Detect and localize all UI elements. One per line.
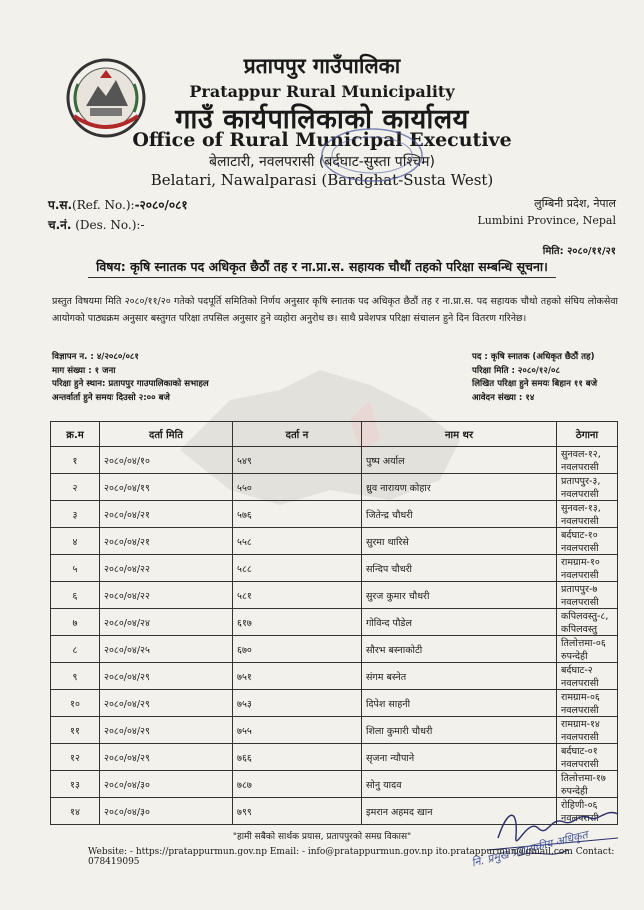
- serial-cell: १४: [51, 798, 100, 825]
- address-cell: रोहिणी-०६ नवलपरासी: [557, 798, 618, 825]
- reference-number: [48, 196, 188, 213]
- table-row: [51, 771, 618, 798]
- serial-cell: १२: [51, 744, 100, 771]
- name-cell: दिपेश साहनी: [362, 690, 557, 717]
- address-cell: सुनवल-१२, नवलपरासी: [557, 447, 618, 474]
- table-row: [51, 555, 618, 582]
- serial-cell: ११: [51, 717, 100, 744]
- address-cell: बर्दघाट-१० नवलपरासी: [557, 528, 618, 555]
- reg-no-cell: ६७०: [233, 636, 362, 663]
- reg-date-cell: २०८०/०४/२२: [100, 582, 233, 609]
- reg-no-cell: ५८८: [233, 555, 362, 582]
- name-cell: सृजना न्यौपाने: [362, 744, 557, 771]
- written-exam-time: लिखित परिक्षा हुने समयः बिहान ११ बजे: [472, 379, 598, 389]
- footer-motto: "हामी सबैको सार्थक प्रयास, प्रतापपुरको समग्र विकास": [232, 832, 412, 842]
- reg-date-cell: २०८०/०४/२२: [100, 555, 233, 582]
- address-cell: कपिलवस्तु-८, कपिलवस्तु: [557, 609, 618, 636]
- table-row: [51, 717, 618, 744]
- reg-date-cell: २०८०/०४/१०: [100, 447, 233, 474]
- des-label-en: (Des. No.):-: [71, 218, 145, 232]
- municipality-title-en: Pratappur Rural Municipality: [189, 82, 455, 101]
- office-title-en: Office of Rural Municipal Executive: [132, 129, 512, 151]
- reg-no-cell: ७५५: [233, 717, 362, 744]
- address-en: Belatari, Nawalparasi (Bardghat-Susta West): [150, 171, 494, 189]
- table-row: [51, 636, 618, 663]
- candidate-table: [50, 421, 618, 825]
- address-cell: प्रतापपुर-३, नवलपरासी: [557, 474, 618, 501]
- serial-cell: ४: [51, 528, 100, 555]
- address-cell: रामग्राम-१० नवलपरासी: [557, 555, 618, 582]
- post-name: पद : कृषि स्नातक (अधिकृत छैठौं तह): [472, 352, 595, 362]
- serial-cell: ६: [51, 582, 100, 609]
- serial-cell: १३: [51, 771, 100, 798]
- municipality-title-np: प्रतापपुर गाउँपालिका: [243, 54, 401, 78]
- col-serial: क्र.म: [51, 422, 100, 447]
- name-cell: जितेन्द्र चौधरी: [362, 501, 557, 528]
- reg-no-cell: ७६६: [233, 744, 362, 771]
- name-cell: सन्दिप चौधरी: [362, 555, 557, 582]
- notice-body: प्रस्तुत विषयमा मिति २०८०/११/२० गतेको पदपूर्ति समितिको निर्णय अनुसार कृषि स्नातक पद अधिकृत छैठौं तह र ना.प्रा.स. पद सहायक चौथो तहको संघिय लोकसेवा आयोगको पाठ्यक्रम अनुसार बस्तुगत परिक्षा तपसिल अनुसार हुने व्यहोरा अनुरोध छ। साथै प्रवेशपत्र परिक्षा संचालन हुने दिन वितरण गरिनेछ।: [52, 296, 618, 324]
- demand-count: माग संख्या : १ जना: [52, 365, 116, 376]
- col-reg-date: दर्ता मिति: [100, 422, 233, 447]
- advertisement-number: विज्ञापन न. : ४/२०८०/०८१: [52, 352, 139, 362]
- name-cell: सोनु यादव: [362, 771, 557, 798]
- notice-subject: विषय: कृषि स्नातक पद अधिकृत छैठौं तह र ना.प्रा.स. सहायक चौथौं तहको परिक्षा सम्बन्धि सूचना।: [96, 259, 548, 274]
- name-cell: सुरज कुमार चौधरी: [362, 582, 557, 609]
- reg-date-cell: २०८०/०४/१९: [100, 474, 233, 501]
- reg-date-cell: २०८०/०४/२१: [100, 501, 233, 528]
- reg-date-cell: २०८०/०४/२९: [100, 717, 233, 744]
- meta-left: [52, 351, 209, 405]
- serial-cell: २: [51, 474, 100, 501]
- address-cell: रामग्राम-१४ नवलपरासी: [557, 717, 618, 744]
- reg-no-cell: ५७६: [233, 501, 362, 528]
- address-cell: रामग्राम-०६ नवलपरासी: [557, 690, 618, 717]
- reg-no-cell: ५८१: [233, 582, 362, 609]
- reg-no-cell: ७८७: [233, 771, 362, 798]
- table-header-row: [51, 422, 618, 447]
- province-np: लुम्बिनी प्रदेश, नेपाल: [534, 197, 616, 210]
- address-np: बेलाटारी, नवलपरासी (बर्दघाट-सुस्ता पश्चिम): [208, 154, 436, 170]
- serial-cell: १: [51, 447, 100, 474]
- name-cell: इमरान अहमद खान: [362, 798, 557, 825]
- col-name: नाम थर: [362, 422, 557, 447]
- name-cell: संगम बस्नेत: [362, 663, 557, 690]
- ref-value: -२०८०/०८१: [134, 198, 188, 212]
- des-label-np: च.नं.: [48, 218, 72, 232]
- interview-time: अन्तर्वार्ता हुने समयः दिउसो २:०० बजे: [52, 392, 170, 403]
- col-reg-no: दर्ता न: [233, 422, 362, 447]
- address-cell: सुनवल-१३, नवलपरासी: [557, 501, 618, 528]
- table-row: [51, 690, 618, 717]
- table-row: [51, 663, 618, 690]
- meta-right: [472, 351, 597, 405]
- table-row: [51, 474, 618, 501]
- name-cell: पुष्प अर्याल: [362, 447, 557, 474]
- application-count: आवेदन संख्या : १४: [472, 392, 535, 403]
- table-row: [51, 582, 618, 609]
- reg-no-cell: ७५१: [233, 663, 362, 690]
- exam-venue: परिक्षा हुने स्थान: प्रतापपुर गाउपालिकाको सभाहल: [52, 379, 209, 389]
- exam-date: परिक्षा मिति : २०८०/१२/०८: [472, 365, 560, 376]
- serial-cell: १०: [51, 690, 100, 717]
- reg-date-cell: २०८०/०४/३०: [100, 798, 233, 825]
- name-cell: सौरभ बस्नाकोटी: [362, 636, 557, 663]
- reg-date-cell: २०८०/०४/३०: [100, 771, 233, 798]
- ref-label-en: (Ref. No.):: [72, 198, 135, 212]
- subject-underline: [88, 277, 556, 278]
- table-row: [51, 528, 618, 555]
- name-cell: ध्रुव नारायण कोहार: [362, 474, 557, 501]
- reg-date-cell: २०८०/०४/२४: [100, 609, 233, 636]
- col-address: ठेगाना: [557, 422, 618, 447]
- table-row: [51, 501, 618, 528]
- reg-no-cell: ७५३: [233, 690, 362, 717]
- address-cell: बर्दघाट-२ नवलपरासी: [557, 663, 618, 690]
- office-title-np: गाउँ कार्यपालिकाको कार्यालय: [175, 104, 469, 135]
- signature-title: नि. प्रमुख प्रशासकीय अधिकृत: [470, 828, 590, 870]
- address-cell: तिलोत्तमा-१७ रुपन्देही: [557, 771, 618, 798]
- province-en: Lumbini Province, Nepal: [477, 214, 616, 227]
- serial-cell: ९: [51, 663, 100, 690]
- footer-contact: Website: - https://pratappurmun.gov.np Email: - info@pratappurmun.gov.np ito.pratappurmun@gmail.com Contact: 078419095: [88, 847, 615, 867]
- reg-date-cell: २०८०/०४/२९: [100, 690, 233, 717]
- address-cell: बर्दघाट-०१ नवलपरासी: [557, 744, 618, 771]
- reg-date-cell: २०८०/०४/२९: [100, 744, 233, 771]
- name-cell: सुरमा थारिसे: [362, 528, 557, 555]
- ref-label-np: प.स.: [48, 198, 73, 212]
- notice-date: मिति: २०८०/११/२१: [542, 246, 616, 257]
- table-row: [51, 744, 618, 771]
- address-cell: तिलोत्तमा-०६ रुपन्देही: [557, 636, 618, 663]
- name-cell: गोविन्द पौडेल: [362, 609, 557, 636]
- reg-no-cell: ५५८: [233, 528, 362, 555]
- serial-cell: ८: [51, 636, 100, 663]
- reg-no-cell: ७९९: [233, 798, 362, 825]
- dispatch-number: [48, 216, 145, 233]
- serial-cell: ७: [51, 609, 100, 636]
- reg-no-cell: ५४९: [233, 447, 362, 474]
- reg-no-cell: ५५०: [233, 474, 362, 501]
- serial-cell: ५: [51, 555, 100, 582]
- office-seal: [318, 126, 426, 184]
- reg-no-cell: ६१७: [233, 609, 362, 636]
- reg-date-cell: २०८०/०४/२५: [100, 636, 233, 663]
- reg-date-cell: २०८०/०४/२९: [100, 663, 233, 690]
- serial-cell: ३: [51, 501, 100, 528]
- table-row: [51, 609, 618, 636]
- name-cell: शिला कुमारी चौधरी: [362, 717, 557, 744]
- address-cell: प्रतापपुर-७ नवलपरासी: [557, 582, 618, 609]
- reg-date-cell: २०८०/०४/२१: [100, 528, 233, 555]
- table-row: [51, 447, 618, 474]
